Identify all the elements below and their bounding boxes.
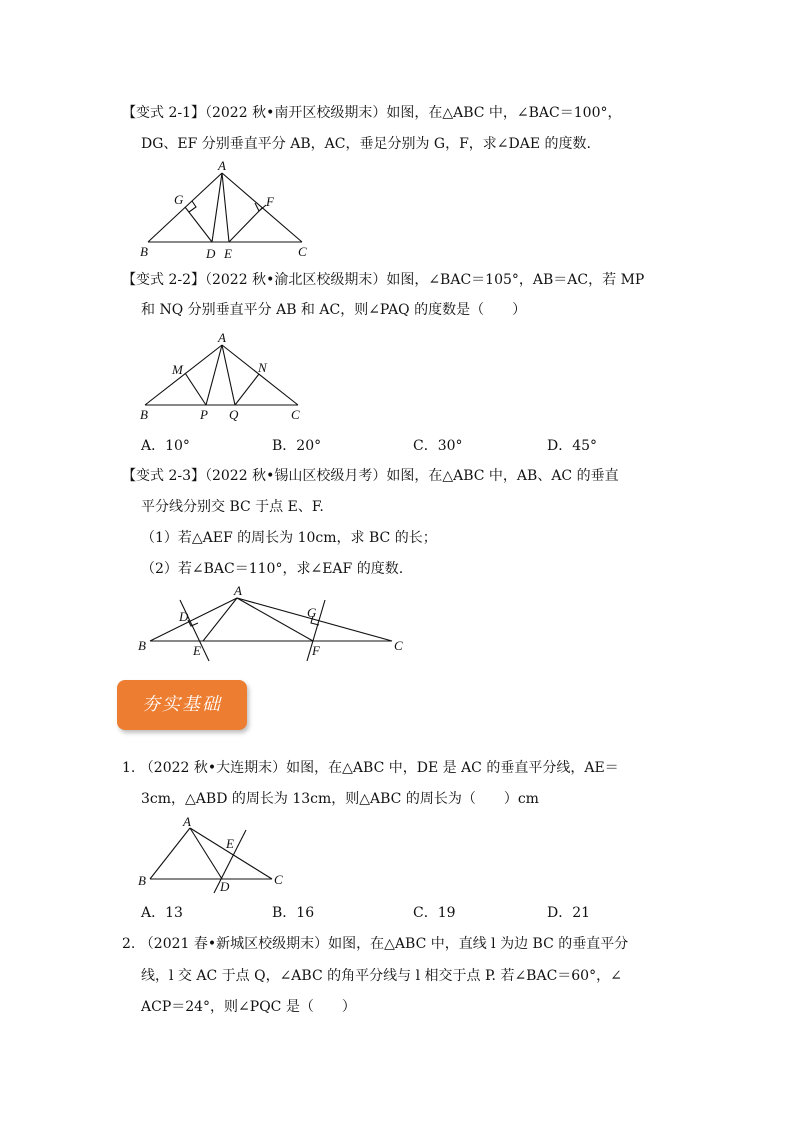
label-c: C (298, 244, 307, 259)
problem-2-line-2: 线，l 交 AC 于点 Q，∠ABC 的角平分线与 l 相交于点 P. 若∠BAC＝60°，∠ (141, 968, 622, 984)
label-g: G (307, 605, 317, 620)
problem-1-line-2: 3cm，△ABD 的周长为 13cm，则△ABC 的周长为（ ）cm (141, 791, 539, 807)
option-a[interactable]: A．10° (141, 438, 190, 454)
option-d[interactable]: D．45° (547, 438, 598, 454)
label-b: B (140, 244, 148, 259)
label-a: A (234, 583, 242, 598)
label-q: Q (229, 407, 239, 422)
problem-2-1-line-1: 【变式 2-1】（2022 秋•南开区校级期末）如图，在△ABC 中，∠BAC＝100°， (122, 105, 622, 121)
option-a[interactable]: A．13 (141, 905, 183, 921)
problem-2-3-sub-1: （1）若△AEF 的周长为 10cm，求 BC 的长； (141, 530, 437, 546)
label-a: A (218, 158, 226, 173)
label-m: M (172, 362, 183, 377)
label-e: E (226, 836, 234, 851)
label-c: C (394, 638, 403, 653)
label-c: C (274, 872, 283, 887)
label-p: P (200, 407, 208, 422)
label-a: A (218, 330, 226, 345)
label-g: G (174, 192, 184, 207)
option-b[interactable]: B．16 (272, 905, 315, 921)
label-d: D (220, 879, 230, 894)
section-banner: 夯实基础 (117, 680, 247, 730)
label-n: N (258, 360, 267, 375)
problem-2-3-sub-2: （2）若∠BAC＝110°，求∠EAF 的度数. (141, 561, 404, 577)
label-d: D (179, 609, 189, 624)
option-d[interactable]: D．21 (547, 905, 591, 921)
problem-2-2-line-2: 和 NQ 分别垂直平分 AB 和 AC，则∠PAQ 的度数是（ ） (141, 302, 527, 318)
problem-1-options (141, 903, 611, 923)
option-c[interactable]: C．19 (413, 905, 456, 921)
problem-1-line-1: 1. （2022 秋•大连期末）如图，在△ABC 中，DE 是 AC 的垂直平分线，AE＝ (122, 760, 619, 776)
label-d: D (206, 246, 216, 261)
label-e: E (193, 643, 201, 658)
label-f: F (312, 643, 320, 658)
problem-2-line-1: 2. （2021 春•新城区校级期末）如图，在△ABC 中，直线 l 为边 BC 的垂直平分 (122, 936, 629, 952)
segment-ab (150, 828, 190, 879)
label-b: B (138, 873, 146, 888)
problem-2-3-line-2: 平分线分别交 BC 于点 E、F. (141, 499, 324, 515)
problem-2-2-line-1: 【变式 2-2】（2022 秋•渝北区校级期末）如图，∠BAC＝105°，AB＝AC，若 MP (122, 272, 645, 288)
segment-ad (190, 828, 222, 879)
problem-2-3-line-1: 【变式 2-3】（2022 秋•锡山区校级月考）如图，在△ABC 中，AB、AC 的垂直 (122, 468, 619, 484)
problem-2-1-line-2: DG、EF 分别垂直平分 AB，AC，垂足分别为 G，F，求∠DAE 的度数. (141, 136, 591, 152)
option-b[interactable]: B．20° (272, 438, 322, 454)
label-b: B (138, 638, 146, 653)
problem-2-line-3: ACP＝24°，则∠PQC 是（ ） (141, 999, 356, 1015)
label-f: F (266, 194, 274, 209)
label-c: C (291, 407, 300, 422)
option-c[interactable]: C．30° (413, 438, 463, 454)
label-a: A (183, 814, 191, 829)
label-e: E (224, 246, 232, 261)
label-b: B (140, 407, 148, 422)
